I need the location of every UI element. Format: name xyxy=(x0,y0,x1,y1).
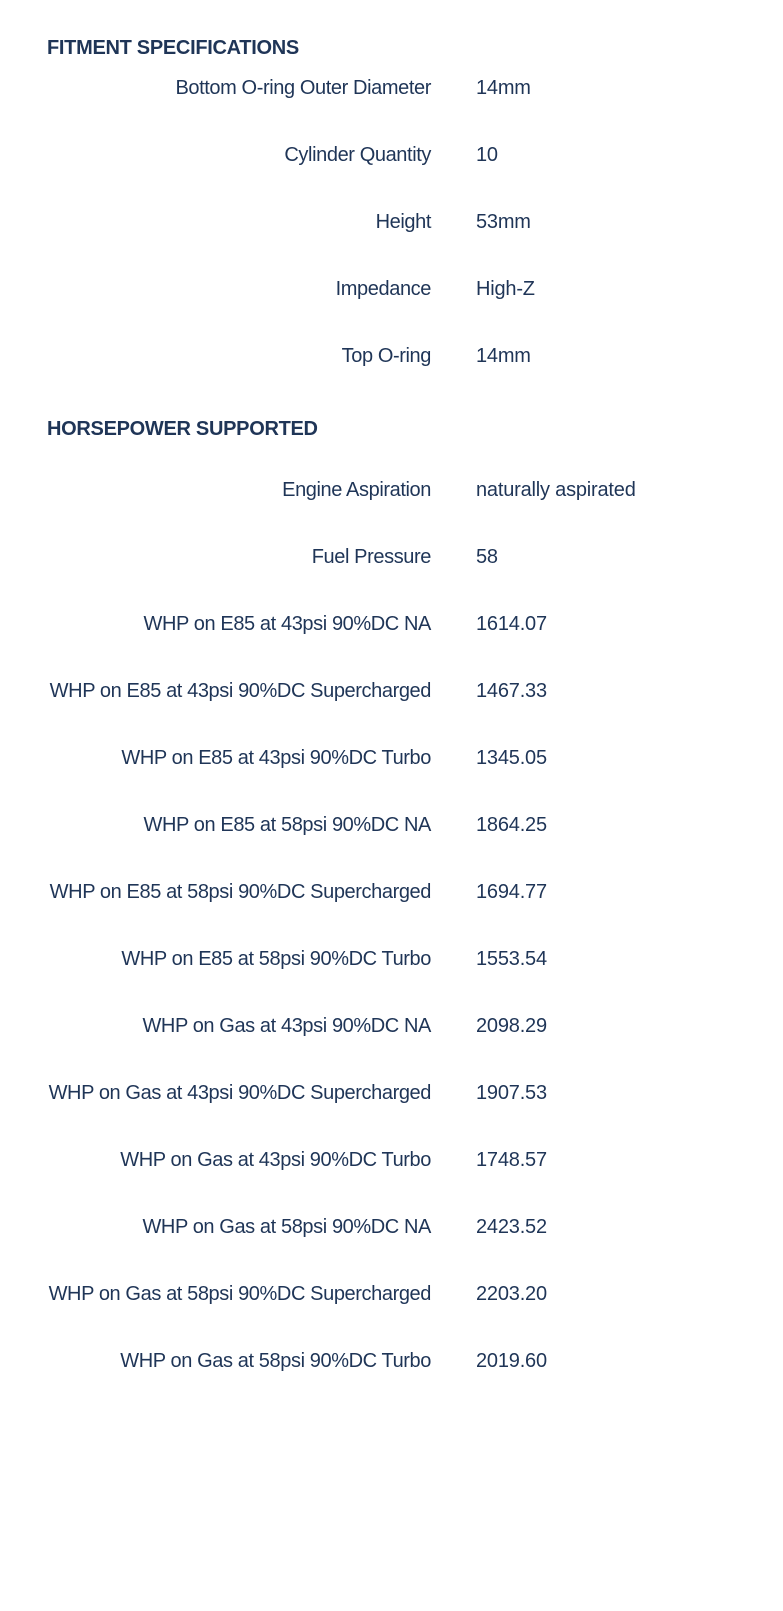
spec-value: 2203.20 xyxy=(476,1283,547,1305)
spec-value: 14mm xyxy=(476,345,531,367)
spec-label: Cylinder Quantity xyxy=(284,144,431,166)
spec-value: 2019.60 xyxy=(476,1350,547,1372)
spec-row xyxy=(47,671,783,738)
spec-value: 14mm xyxy=(476,77,531,99)
spec-value: 1748.57 xyxy=(476,1149,547,1171)
spec-row xyxy=(47,470,783,537)
spec-row xyxy=(47,738,783,805)
spec-row xyxy=(47,67,783,135)
spec-value: 1345.05 xyxy=(476,747,547,769)
spec-row xyxy=(47,537,783,604)
spec-label: WHP on Gas at 43psi 90%DC Supercharged xyxy=(48,1082,431,1104)
spec-value: 1614.07 xyxy=(476,613,547,635)
spec-label: Engine Aspiration xyxy=(282,479,431,501)
spec-label: WHP on E85 at 43psi 90%DC Supercharged xyxy=(49,680,431,702)
spec-value: 1467.33 xyxy=(476,680,547,702)
spec-label: WHP on E85 at 58psi 90%DC Supercharged xyxy=(49,881,431,903)
section-title-horsepower: HORSEPOWER SUPPORTED xyxy=(47,418,318,440)
spec-value: 58 xyxy=(476,546,498,568)
spec-value: 10 xyxy=(476,144,498,166)
spec-label: WHP on E85 at 58psi 90%DC NA xyxy=(143,814,431,836)
fitment-spec-list xyxy=(47,67,783,403)
spec-row xyxy=(47,1341,783,1408)
spec-row xyxy=(47,805,783,872)
spec-label: Height xyxy=(375,211,431,233)
spec-row xyxy=(47,1073,783,1140)
spec-value: High-Z xyxy=(476,278,535,300)
horsepower-spec-list xyxy=(47,470,783,1408)
spec-row xyxy=(47,135,783,202)
spec-label: WHP on Gas at 58psi 90%DC Supercharged xyxy=(48,1283,431,1305)
spec-row xyxy=(47,939,783,1006)
section-title-fitment: FITMENT SPECIFICATIONS xyxy=(47,37,299,59)
spec-value: naturally aspirated xyxy=(476,479,636,501)
spec-row xyxy=(47,604,783,671)
spec-row xyxy=(47,1274,783,1341)
spec-row xyxy=(47,336,783,403)
spec-value: 2098.29 xyxy=(476,1015,547,1037)
spec-row xyxy=(47,202,783,269)
spec-value: 1907.53 xyxy=(476,1082,547,1104)
spec-label: Impedance xyxy=(335,278,431,300)
spec-label: WHP on Gas at 43psi 90%DC NA xyxy=(142,1015,431,1037)
spec-row xyxy=(47,872,783,939)
spec-label: WHP on Gas at 58psi 90%DC Turbo xyxy=(120,1350,431,1372)
spec-label: WHP on E85 at 58psi 90%DC Turbo xyxy=(121,948,431,970)
spec-row xyxy=(47,1207,783,1274)
spec-label: WHP on Gas at 58psi 90%DC NA xyxy=(142,1216,431,1238)
spec-value: 53mm xyxy=(476,211,531,233)
spec-label: Bottom O-ring Outer Diameter xyxy=(175,77,431,99)
spec-row xyxy=(47,1140,783,1207)
spec-label: WHP on E85 at 43psi 90%DC Turbo xyxy=(121,747,431,769)
spec-value: 2423.52 xyxy=(476,1216,547,1238)
spec-label: Fuel Pressure xyxy=(311,546,431,568)
spec-row xyxy=(47,269,783,336)
spec-row xyxy=(47,1006,783,1073)
spec-value: 1694.77 xyxy=(476,881,547,903)
spec-label: WHP on E85 at 43psi 90%DC NA xyxy=(143,613,431,635)
spec-label: Top O-ring xyxy=(341,345,431,367)
spec-value: 1553.54 xyxy=(476,948,547,970)
spec-value: 1864.25 xyxy=(476,814,547,836)
spec-label: WHP on Gas at 43psi 90%DC Turbo xyxy=(120,1149,431,1171)
